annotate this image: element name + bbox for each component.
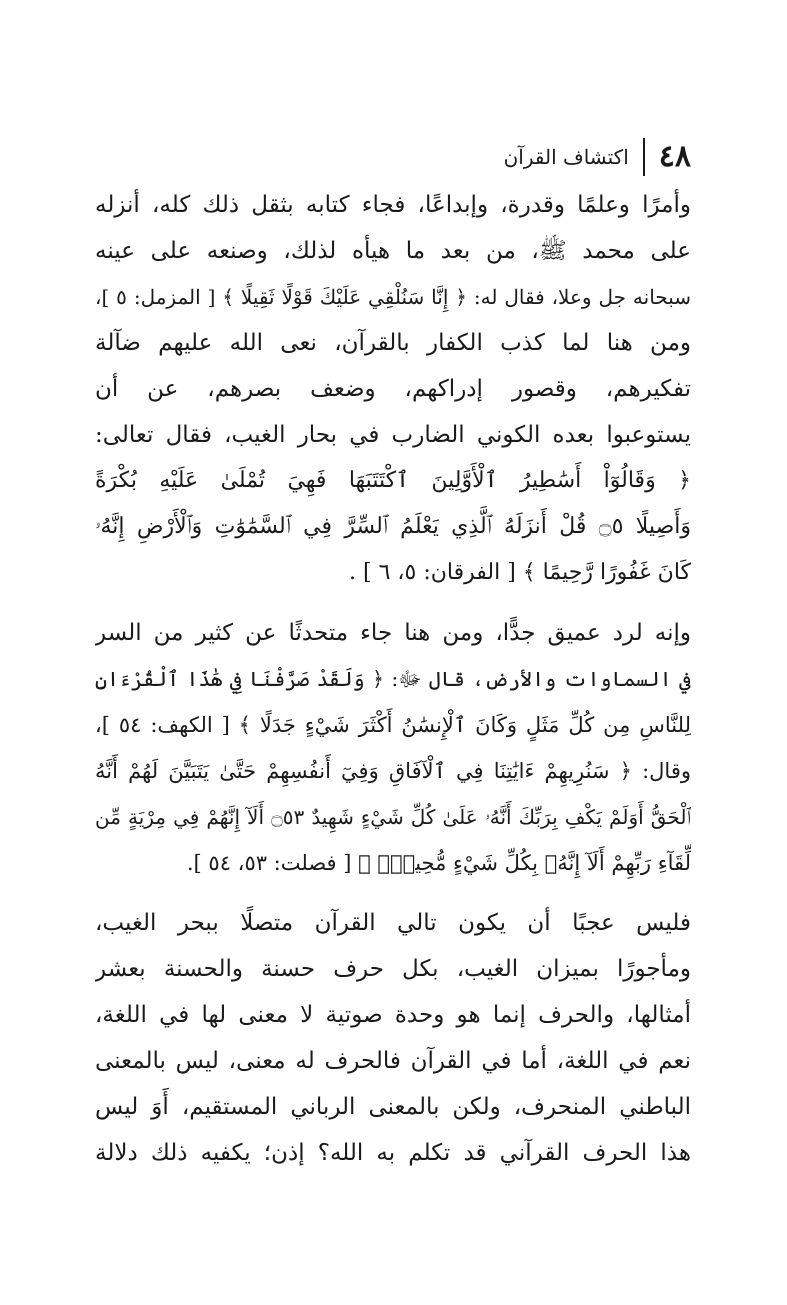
quran-verse-line: وقال: ﴿ سَنُرِيهِمْ ءَايَٰتِنَا فِي ٱلْآفَاقِ وَفِيٓ أَنفُسِهِمْ حَتَّىٰ يَتَبَيَّنَ لَهُمْ أَنَّهُ — [95, 759, 691, 783]
text-line: يستوعبوا بعده الكوني الضارب في بحار الغيب، فقال تعالى: — [95, 422, 691, 448]
text-line: في السماوات والأرض، قال ﷻ: ﴿ وَلَقَدْ صَرَّفْنَا فِي هَٰذَا ٱلْقُرْءَانِ — [95, 667, 691, 691]
text-line: ومأجورًا بميزان الغيب، بكل حرف حسنة والحسنة بعشر — [95, 956, 691, 982]
text-line: نعم في اللغة، أما في القرآن فالحرف له معنى، ليس بالمعنى — [95, 1048, 691, 1074]
running-title: اكتشاف القرآن — [503, 145, 629, 169]
text-line: ومن هنا لما كذب الكفار بالقرآن، نعى الله عليهم ضآلة — [95, 330, 691, 356]
text-line: تفكيرهم، وقصور إدراكهم، وضعف بصرهم، عن أن — [95, 376, 691, 402]
text-line: وإنه لرد عميق جدًّا، ومن هنا جاء متحدثًا عن كثير من السر — [95, 620, 691, 646]
page-header — [504, 137, 691, 177]
page-number: ٤٨ — [658, 139, 691, 174]
text-line: هذا الحرف القرآني قد تكلم به الله؟ إذن؛ يكفيه ذلك دلالة — [95, 1140, 691, 1166]
quran-verse-line: كَانَ غَفُورًا رَّحِيمًا ﴾ [ الفرقان: ٥، ٦ ] . — [349, 560, 691, 585]
text-line: على محمد ﷺ، من بعد ما هيأه لذلك، وصنعه على عينه — [95, 238, 691, 264]
paragraph-2 — [95, 610, 691, 886]
quran-verse-line: لِّقَآءِ رَبِّهِمْ أَلَآ إِنَّهُۥ بِكُلِّ شَيْءٍ مُّحِيطٌۢ ﴾ [ فصلت: ٥٣، ٥٤ ]. — [186, 851, 691, 875]
body-text — [95, 182, 691, 1176]
paragraph-1 — [95, 182, 691, 596]
text-line: فليس عجبًا أن يكون تالي القرآن متصلًا ببحر الغيب، — [95, 910, 691, 936]
quran-verse-line: ﴿ وَقَالُوٓاْ أَسَٰطِيرُ ٱلْأَوَّلِينَ ٱكْتَتَبَهَا فَهِيَ تُمْلَىٰ عَلَيْهِ بُكْرَةً — [95, 468, 691, 493]
quran-verse-line: ٱلْحَقُّ أَوَلَمْ يَكْفِ بِرَبِّكَ أَنَّهُۥ عَلَىٰ كُلِّ شَيْءٍ شَهِيدٌ ۝٥٣ أَلَآ إِنَّهُمْ فِي مِرْيَةٍ مِّن — [95, 805, 691, 829]
quran-verse-line: لِلنَّاسِ مِن كُلِّ مَثَلٍ وَكَانَ ٱلْإِنسَٰنُ أَكْثَرَ شَيْءٍ جَدَلًا ﴾ [ الكهف: ٥٤ ]، — [95, 713, 691, 737]
header-divider — [643, 138, 645, 176]
quran-verse-line: وَأَصِيلًا ۝٥ قُلْ أَنزَلَهُ ٱلَّذِي يَعْلَمُ ٱلسِّرَّ فِي ٱلسَّمَٰوَٰتِ وَٱلْأَرْضِ إِنَّهُۥ — [95, 514, 691, 539]
text-line: الباطني المنحرف، ولكن بالمعنى الرباني المستقيم، أَوَ ليس — [95, 1094, 691, 1120]
text-line: سبحانه جل وعلا، فقال له: ﴿ إِنَّا سَنُلْقِي عَلَيْكَ قَوْلًا ثَقِيلًا ﴾ [ المزمل: ٥ ]، — [95, 285, 691, 309]
text-line: وأمرًا وعلمًا وقدرة، وإبداعًا، فجاء كتابه بثقل ذلك كله، أنزله — [95, 192, 691, 218]
paragraph-3 — [95, 900, 691, 1176]
text-line: أمثالها، والحرف إنما هو وحدة صوتية لا معنى لها في اللغة، — [95, 1002, 691, 1028]
